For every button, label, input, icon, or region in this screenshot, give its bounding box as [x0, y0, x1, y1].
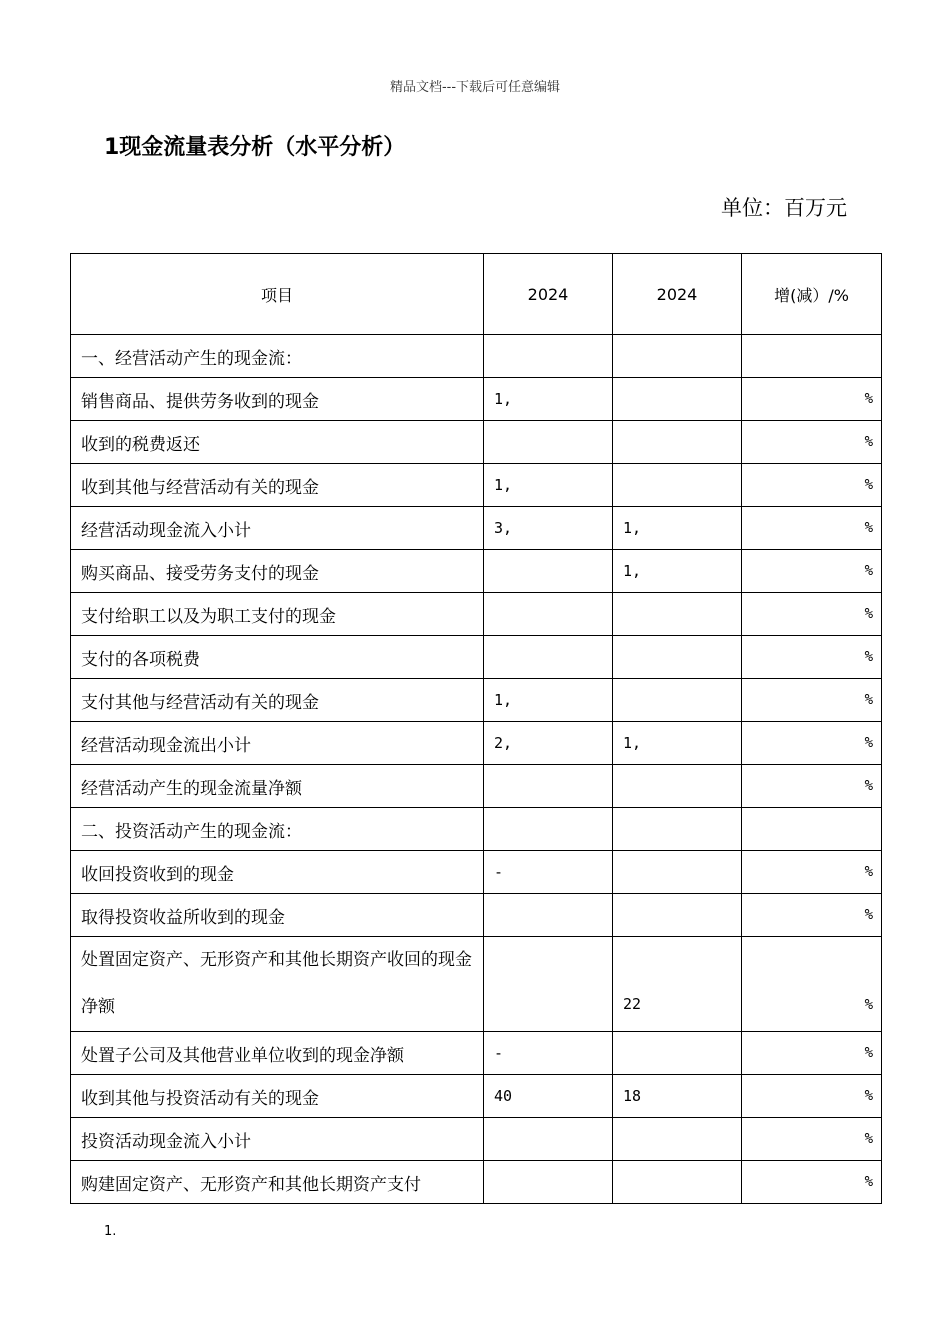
- row-item-label: 支付其他与经营活动有关的现金: [71, 679, 484, 722]
- table-body: [71, 335, 882, 1204]
- row-value-year-2: [613, 808, 742, 851]
- row-item-label: 经营活动现金流入小计: [71, 507, 484, 550]
- table-row: [71, 421, 882, 464]
- table-row: [71, 1075, 882, 1118]
- row-item-label: 投资活动现金流入小计: [71, 1118, 484, 1161]
- row-value-year-2: [613, 679, 742, 722]
- table-row: [71, 1118, 882, 1161]
- row-change-pct: %: [742, 593, 882, 636]
- row-change-pct: %: [742, 464, 882, 507]
- row-item-label: 收到其他与投资活动有关的现金: [71, 1075, 484, 1118]
- row-change-pct: [742, 808, 882, 851]
- document-title: 1现金流量表分析（水平分析）: [104, 135, 406, 160]
- row-value-year-1: 1,: [484, 378, 613, 421]
- row-change-pct: %: [742, 937, 882, 1032]
- row-value-year-1: [484, 335, 613, 378]
- row-item-label: 取得投资收益所收到的现金: [71, 894, 484, 937]
- row-item-label: 销售商品、提供劳务收到的现金: [71, 378, 484, 421]
- row-value-year-1: -: [484, 851, 613, 894]
- row-value-year-2: 1,: [613, 722, 742, 765]
- row-change-pct: %: [742, 722, 882, 765]
- row-value-year-1: 1,: [484, 679, 613, 722]
- row-change-pct: %: [742, 1161, 882, 1204]
- row-change-pct: %: [742, 1032, 882, 1075]
- row-value-year-2: [613, 894, 742, 937]
- row-item-label: 处置固定资产、无形资产和其他长期资产收回的现金净额: [71, 937, 484, 1032]
- table-row: [71, 378, 882, 421]
- row-value-year-2: 1,: [613, 507, 742, 550]
- row-item-label: 支付的各项税费: [71, 636, 484, 679]
- table-row: [71, 335, 882, 378]
- table-row: [71, 550, 882, 593]
- row-value-year-2: [613, 421, 742, 464]
- row-value-year-2: [613, 636, 742, 679]
- row-item-label: 购建固定资产、无形资产和其他长期资产支付: [71, 1161, 484, 1204]
- row-value-year-1: 3,: [484, 507, 613, 550]
- row-change-pct: %: [742, 679, 882, 722]
- table-row: [71, 593, 882, 636]
- row-change-pct: %: [742, 1118, 882, 1161]
- row-item-label: 收到的税费返还: [71, 421, 484, 464]
- row-change-pct: %: [742, 1075, 882, 1118]
- table-row: [71, 636, 882, 679]
- row-value-year-2: [613, 765, 742, 808]
- row-change-pct: [742, 335, 882, 378]
- header-year-1: 2024: [484, 254, 613, 335]
- row-value-year-2: [613, 464, 742, 507]
- row-value-year-1: [484, 937, 613, 1032]
- row-value-year-1: -: [484, 1032, 613, 1075]
- header-change-pct: 增(减）/%: [742, 254, 882, 335]
- row-change-pct: %: [742, 378, 882, 421]
- row-item-label: 收到其他与经营活动有关的现金: [71, 464, 484, 507]
- table-row: [71, 851, 882, 894]
- row-value-year-1: [484, 808, 613, 851]
- table-row: [71, 937, 882, 1032]
- row-value-year-1: [484, 765, 613, 808]
- row-change-pct: %: [742, 636, 882, 679]
- header-item: 项目: [71, 254, 484, 335]
- row-item-label: 经营活动产生的现金流量净额: [71, 765, 484, 808]
- cash-flow-table: [70, 253, 882, 1204]
- table-row: [71, 679, 882, 722]
- table-row: [71, 507, 882, 550]
- header-note: 精品文档---下载后可任意编辑: [389, 80, 561, 95]
- row-change-pct: %: [742, 765, 882, 808]
- row-value-year-1: 2,: [484, 722, 613, 765]
- row-value-year-2: [613, 378, 742, 421]
- row-item-label: 支付给职工以及为职工支付的现金: [71, 593, 484, 636]
- row-value-year-1: 40: [484, 1075, 613, 1118]
- row-change-pct: %: [742, 894, 882, 937]
- row-change-pct: %: [742, 550, 882, 593]
- table-row: [71, 894, 882, 937]
- table-row: [71, 765, 882, 808]
- row-value-year-2: 22: [613, 937, 742, 1032]
- row-item-label: 购买商品、接受劳务支付的现金: [71, 550, 484, 593]
- row-value-year-2: [613, 1118, 742, 1161]
- row-item-label: 处置子公司及其他营业单位收到的现金净额: [71, 1032, 484, 1075]
- row-change-pct: %: [742, 507, 882, 550]
- row-value-year-2: 18: [613, 1075, 742, 1118]
- row-change-pct: %: [742, 851, 882, 894]
- row-item-label: 经营活动现金流出小计: [71, 722, 484, 765]
- row-value-year-2: [613, 1032, 742, 1075]
- table-row: [71, 464, 882, 507]
- row-change-pct: %: [742, 421, 882, 464]
- row-value-year-1: [484, 636, 613, 679]
- row-value-year-2: [613, 593, 742, 636]
- table-row: [71, 1032, 882, 1075]
- row-value-year-1: [484, 894, 613, 937]
- row-value-year-1: 1,: [484, 464, 613, 507]
- row-value-year-2: 1,: [613, 550, 742, 593]
- table-row: [71, 1161, 882, 1204]
- row-item-label: 收回投资收到的现金: [71, 851, 484, 894]
- table-header-row: [71, 254, 882, 335]
- row-value-year-2: [613, 851, 742, 894]
- row-value-year-2: [613, 1161, 742, 1204]
- row-value-year-1: [484, 593, 613, 636]
- table-row: [71, 722, 882, 765]
- footnote: 1.: [104, 1224, 117, 1239]
- unit-label: 单位：百万元: [721, 196, 847, 220]
- table-row: [71, 808, 882, 851]
- row-item-label: 二、投资活动产生的现金流：: [71, 808, 484, 851]
- row-value-year-1: [484, 1161, 613, 1204]
- row-value-year-1: [484, 1118, 613, 1161]
- header-year-2: 2024: [613, 254, 742, 335]
- row-value-year-1: [484, 421, 613, 464]
- row-value-year-1: [484, 550, 613, 593]
- row-item-label: 一、经营活动产生的现金流：: [71, 335, 484, 378]
- row-value-year-2: [613, 335, 742, 378]
